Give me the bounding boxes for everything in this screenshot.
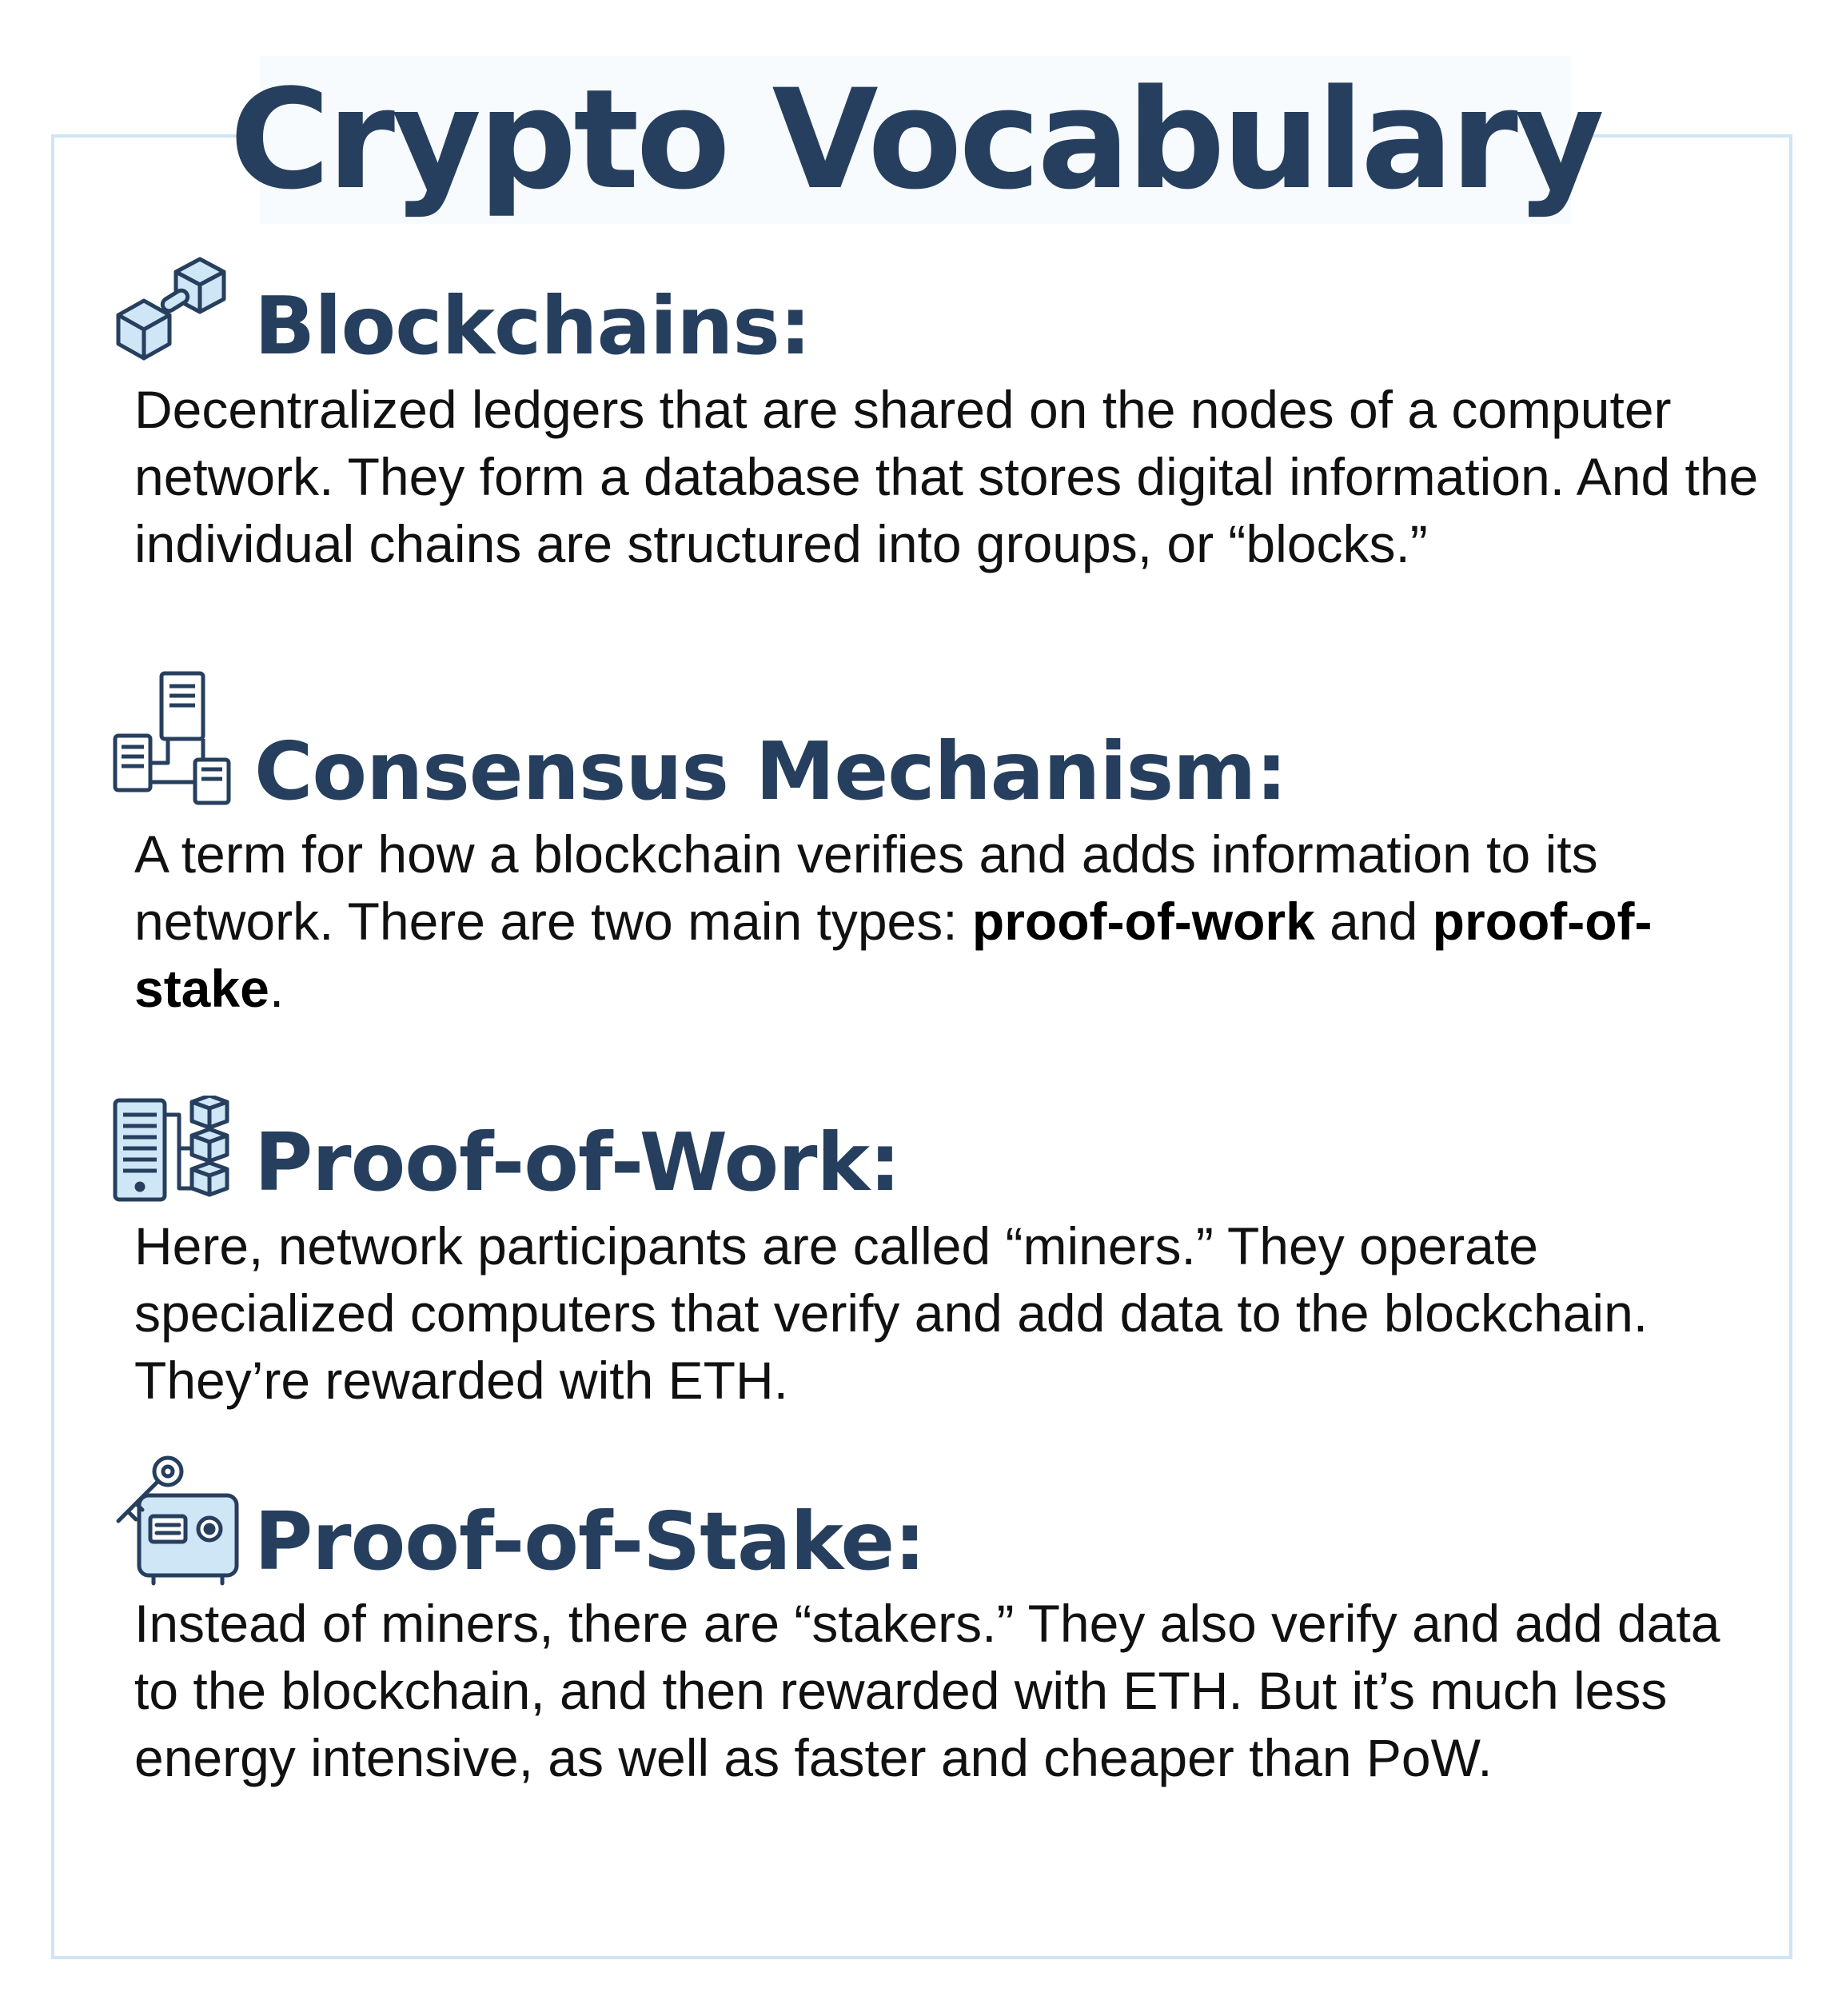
blockchain-icon — [112, 254, 232, 363]
body-blockchains: Decentralized ledgers that are shared on the nodes of a computer network. They form a database that stores digital information. And the individual chains are structured into groups, or “blocks.” — [134, 380, 1759, 573]
term-proof-of-stake: proof-of-stake — [134, 892, 1653, 1018]
key-safe-icon — [112, 1454, 240, 1587]
heading-blockchains: Blockchains: — [254, 279, 811, 373]
body-proof-of-work: Here, network participants are called “miners.” They operate specialized computers that verify and add data to the blockchain. They’re rewarded with ETH. — [134, 1216, 1649, 1410]
body-consensus-part: . — [269, 959, 285, 1018]
body-consensus — [134, 820, 1773, 1022]
body-consensus-part: and — [1314, 892, 1433, 951]
body-proof-of-stake: Instead of miners, there are “stakers.” They also verify and add data to the blockchain, and then rewarded with ETH. But it’s much less energy intensive, as well as faster and cheaper than PoW. — [134, 1594, 1720, 1787]
servers-network-icon — [112, 670, 232, 806]
heading-proof-of-work: Proof-of-Work: — [254, 1116, 900, 1209]
server-blocks-icon — [112, 1096, 232, 1204]
page-title: Crypto Vocabulary — [229, 59, 1601, 220]
title-banner — [229, 56, 1601, 224]
term-proof-of-work: proof-of-work — [971, 892, 1315, 951]
heading-consensus: Consensus Mechanism: — [254, 725, 1287, 818]
body-consensus-part: A term for how a blockchain verifies and adds information to its network. There are two main types: — [134, 824, 1598, 951]
heading-proof-of-stake: Proof-of-Stake: — [254, 1495, 926, 1588]
